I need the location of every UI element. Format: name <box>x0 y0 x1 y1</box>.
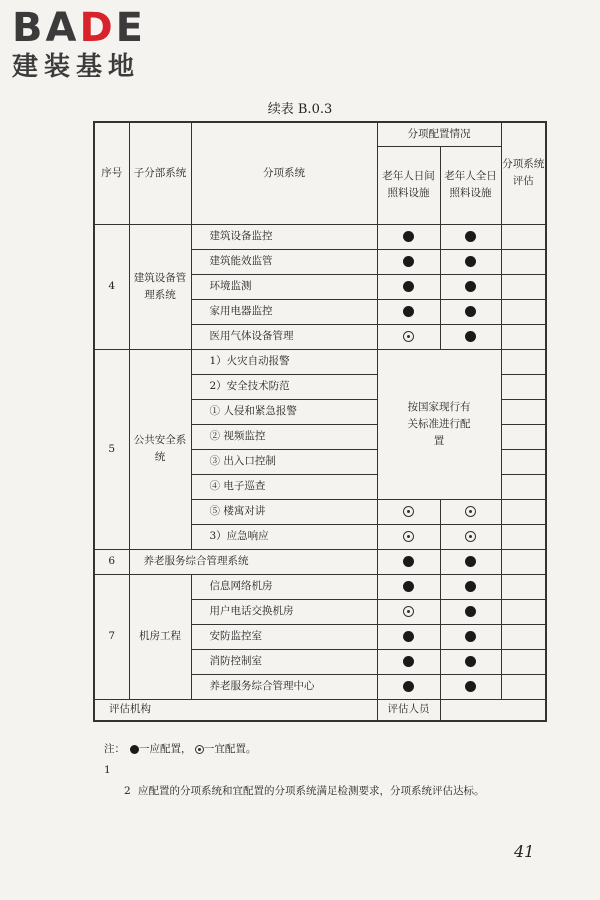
evaluation-cell <box>501 249 546 274</box>
note-2 <box>104 781 554 802</box>
item-name: 建筑能效监管 <box>191 249 377 274</box>
note-required: 一应配置， <box>139 743 192 755</box>
table-footer-row <box>94 699 546 721</box>
item-name: 建筑设备监控 <box>191 224 377 249</box>
evaluation-cell <box>501 649 546 674</box>
required-dot-icon <box>465 631 476 642</box>
item-name: ③ 出入口控制 <box>191 449 377 474</box>
table-notes <box>104 739 554 802</box>
required-dot-icon <box>403 556 414 567</box>
required-dot-icon <box>403 256 414 267</box>
item-name: ① 人侵和紧急报警 <box>191 399 377 424</box>
day-care-mark <box>377 224 440 249</box>
item-name: 养老服务综合管理中心 <box>191 674 377 699</box>
page-number: 41 <box>514 842 535 861</box>
group-no: 5 <box>94 349 129 549</box>
evaluation-cell <box>501 224 546 249</box>
required-dot-icon <box>465 256 476 267</box>
item-name: 消防控制室 <box>191 649 377 674</box>
item-name: ⑤ 楼寓对讲 <box>191 499 377 524</box>
header-config-group: 分项配置情况 <box>377 122 501 146</box>
day-care-mark <box>377 624 440 649</box>
full-care-mark <box>440 649 501 674</box>
table-row <box>94 224 546 249</box>
item-name: 用户电话交换机房 <box>191 599 377 624</box>
day-care-mark <box>377 674 440 699</box>
evaluation-cell <box>501 274 546 299</box>
evaluation-cell <box>501 399 546 424</box>
logo-subtitle: 建装基地 <box>12 52 141 82</box>
table-row <box>94 349 546 374</box>
full-care-mark <box>440 549 501 574</box>
table-row <box>94 549 546 574</box>
day-care-mark <box>377 299 440 324</box>
required-dot-icon <box>403 281 414 292</box>
group-name: 公共安全系统 <box>129 349 191 549</box>
required-dot-icon <box>465 606 476 617</box>
assessor-label: 评估人员 <box>377 699 440 721</box>
assessor-value <box>440 699 546 721</box>
item-name: 1）火灾自动报警 <box>191 349 377 374</box>
day-care-mark <box>377 649 440 674</box>
full-care-mark <box>440 224 501 249</box>
full-care-mark <box>440 324 501 349</box>
required-dot-icon <box>465 331 476 342</box>
evaluation-cell <box>501 524 546 549</box>
full-care-mark <box>440 599 501 624</box>
required-dot-icon <box>465 306 476 317</box>
evaluation-cell <box>501 624 546 649</box>
evaluation-cell <box>501 674 546 699</box>
full-care-mark <box>440 299 501 324</box>
item-name: 家用电器监控 <box>191 299 377 324</box>
header-full-care: 老年人全日照料设施 <box>440 146 501 224</box>
day-care-mark <box>377 274 440 299</box>
full-care-mark <box>440 274 501 299</box>
table-row <box>94 574 546 599</box>
full-care-mark <box>440 574 501 599</box>
note-1 <box>104 739 554 781</box>
required-dot-icon <box>465 556 476 567</box>
note-number: 2 <box>124 785 131 797</box>
evaluation-cell <box>501 299 546 324</box>
required-dot-icon <box>130 745 139 754</box>
required-dot-icon <box>465 656 476 667</box>
table-caption: 续表 B.0.3 <box>267 102 333 117</box>
evaluation-cell <box>501 424 546 449</box>
day-care-mark <box>377 524 440 549</box>
evaluation-cell <box>501 474 546 499</box>
evaluation-cell <box>501 324 546 349</box>
header-subsystem: 子分部系统 <box>129 122 191 224</box>
item-name: 信息网络机房 <box>191 574 377 599</box>
recommended-dot-icon <box>403 506 414 517</box>
header-item-system: 分项系统 <box>191 122 377 224</box>
group-no: 7 <box>94 574 129 699</box>
evaluation-cell <box>501 574 546 599</box>
evaluation-cell <box>501 349 546 374</box>
recommended-dot-icon <box>195 745 204 754</box>
recommended-dot-icon <box>465 531 476 542</box>
recommended-dot-icon <box>403 331 414 342</box>
required-dot-icon <box>403 231 414 242</box>
required-dot-icon <box>465 681 476 692</box>
group-name: 养老服务综合管理系统 <box>129 549 377 574</box>
required-dot-icon <box>403 656 414 667</box>
brand-logo <box>12 6 182 82</box>
full-care-mark <box>440 524 501 549</box>
day-care-mark <box>377 249 440 274</box>
item-name: 环境监测 <box>191 274 377 299</box>
recommended-dot-icon <box>403 606 414 617</box>
note-text: 应配置的分项系统和宜配置的分项系统满足检测要求，分项系统评估达标。 <box>138 785 485 797</box>
day-care-mark <box>377 599 440 624</box>
day-care-mark <box>377 549 440 574</box>
evaluation-agency-label: 评估机构 <box>94 699 377 721</box>
required-dot-icon <box>403 631 414 642</box>
required-dot-icon <box>465 581 476 592</box>
note-recommended: 一宜配置。 <box>203 743 257 755</box>
required-dot-icon <box>465 231 476 242</box>
day-care-mark <box>377 324 440 349</box>
header-no: 序号 <box>94 122 129 224</box>
item-name: ④ 电子巡查 <box>191 474 377 499</box>
item-name: 3）应急响应 <box>191 524 377 549</box>
evaluation-cell <box>501 449 546 474</box>
header-day-care: 老年人日间照料设施 <box>377 146 440 224</box>
item-name: 医用气体设备管理 <box>191 324 377 349</box>
full-care-mark <box>440 674 501 699</box>
merged-standard-note: 按国家现行有关标准进行配置 <box>377 349 501 499</box>
full-care-mark <box>440 249 501 274</box>
group-no: 4 <box>94 224 129 349</box>
full-care-mark <box>440 499 501 524</box>
required-dot-icon <box>403 581 414 592</box>
required-dot-icon <box>465 281 476 292</box>
item-name: 安防监控室 <box>191 624 377 649</box>
evaluation-cell <box>501 599 546 624</box>
day-care-mark <box>377 574 440 599</box>
item-name: ② 视频监控 <box>191 424 377 449</box>
group-no: 6 <box>94 549 129 574</box>
evaluation-cell <box>501 549 546 574</box>
note-prefix: 注：1 <box>104 743 125 776</box>
full-care-mark <box>440 624 501 649</box>
logo-wordmark: BADE <box>12 5 146 51</box>
header-evaluation: 分项系统评估 <box>501 122 546 224</box>
recommended-dot-icon <box>403 531 414 542</box>
evaluation-cell <box>501 374 546 399</box>
required-dot-icon <box>403 681 414 692</box>
group-name: 建筑设备管理系统 <box>129 224 191 349</box>
item-name: 2）安全技术防范 <box>191 374 377 399</box>
day-care-mark <box>377 499 440 524</box>
configuration-table <box>93 121 547 722</box>
evaluation-cell <box>501 499 546 524</box>
group-name: 机房工程 <box>129 574 191 699</box>
recommended-dot-icon <box>465 506 476 517</box>
required-dot-icon <box>403 306 414 317</box>
